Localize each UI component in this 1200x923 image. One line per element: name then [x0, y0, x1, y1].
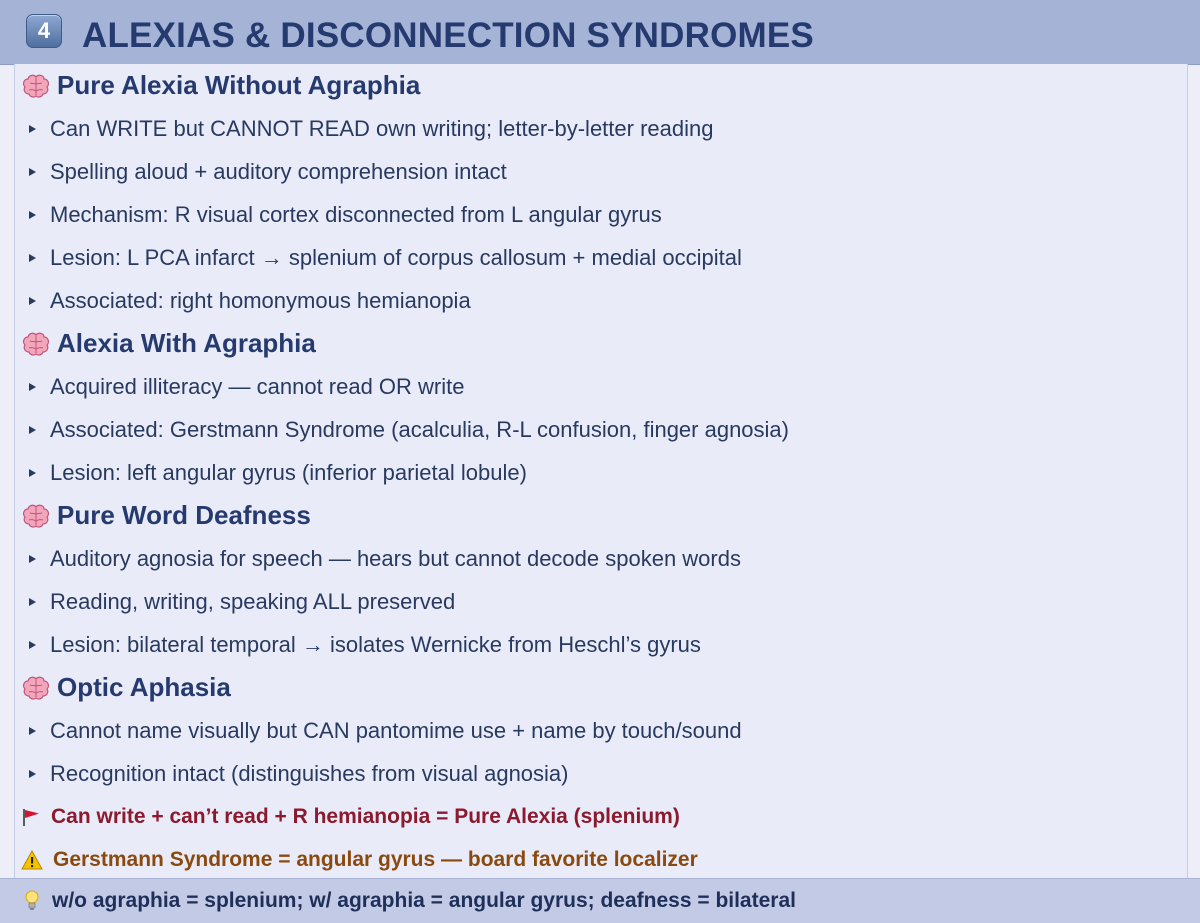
triangle-bullet-icon — [29, 297, 36, 305]
list-item — [15, 709, 1187, 752]
list-item — [15, 580, 1187, 623]
red-flag-icon — [21, 807, 41, 827]
brain-icon — [21, 73, 51, 99]
bullet-text: Lesion: L PCA infarct → splenium of corpus callosum + medial occipital — [50, 244, 742, 270]
bullet-text: Mechanism: R visual cortex disconnected from L angular gyrus — [50, 201, 662, 227]
bullet-text: Recognition intact (distinguishes from visual agnosia) — [50, 760, 569, 786]
section-title: Optic Aphasia — [57, 672, 231, 702]
list-item — [15, 623, 1187, 666]
section-header — [15, 666, 1187, 709]
triangle-bullet-icon — [29, 598, 36, 606]
triangle-bullet-icon — [29, 727, 36, 735]
triangle-bullet-icon — [29, 426, 36, 434]
bullet-text: Lesion: left angular gyrus (inferior parietal lobule) — [50, 459, 527, 485]
list-item — [15, 451, 1187, 494]
footer-text: w/o agraphia = splenium; w/ agraphia = angular gyrus; deafness = bilateral — [52, 889, 796, 912]
bullet-text: Associated: Gerstmann Syndrome (acalculia, R-L confusion, finger agnosia) — [50, 416, 789, 442]
header-bar — [0, 0, 1200, 65]
number-badge: 4 — [26, 14, 62, 48]
triangle-bullet-icon — [29, 211, 36, 219]
section-header — [15, 494, 1187, 537]
brain-icon — [21, 675, 51, 701]
flag-callout-text: Can write + can’t read + R hemianopia = Pure Alexia (splenium) — [51, 804, 680, 828]
bullet-text: Auditory agnosia for speech — hears but cannot decode spoken words — [50, 545, 741, 571]
section-title: Pure Word Deafness — [57, 500, 311, 530]
lightbulb-icon — [24, 890, 40, 912]
list-item — [15, 537, 1187, 580]
section-header — [15, 322, 1187, 365]
warning-callout — [15, 838, 1187, 881]
section-title: Alexia With Agraphia — [57, 328, 316, 358]
list-item — [15, 193, 1187, 236]
triangle-bullet-icon — [29, 770, 36, 778]
triangle-bullet-icon — [29, 254, 36, 262]
list-item — [15, 752, 1187, 795]
flag-callout — [15, 795, 1187, 838]
bullet-text: Reading, writing, speaking ALL preserved — [50, 588, 456, 614]
triangle-bullet-icon — [29, 469, 36, 477]
triangle-bullet-icon — [29, 641, 36, 649]
section-title: Pure Alexia Without Agraphia — [57, 70, 421, 100]
bullet-text: Cannot name visually but CAN pantomime use + name by touch/sound — [50, 717, 742, 743]
bullet-text: Spelling aloud + auditory comprehension intact — [50, 158, 507, 184]
triangle-bullet-icon — [29, 383, 36, 391]
bullet-text: Acquired illiteracy — cannot read OR write — [50, 373, 465, 399]
warning-callout-text: Gerstmann Syndrome = angular gyrus — board favorite localizer — [53, 847, 698, 871]
list-item — [15, 107, 1187, 150]
warning-icon — [21, 850, 43, 870]
list-item — [15, 150, 1187, 193]
bullet-text: Can WRITE but CANNOT READ own writing; letter-by-letter reading — [50, 115, 714, 141]
footer-bar — [0, 878, 1200, 923]
brain-icon — [21, 503, 51, 529]
page-title: ALEXIAS & DISCONNECTION SYNDROMES — [82, 16, 814, 55]
triangle-bullet-icon — [29, 125, 36, 133]
content-panel — [14, 64, 1188, 878]
list-item — [15, 408, 1187, 451]
list-item — [15, 279, 1187, 322]
bullet-text: Lesion: bilateral temporal → isolates Wernicke from Heschl’s gyrus — [50, 631, 701, 657]
bullet-text: Associated: right homonymous hemianopia — [50, 287, 471, 313]
triangle-bullet-icon — [29, 168, 36, 176]
list-item — [15, 236, 1187, 279]
triangle-bullet-icon — [29, 555, 36, 563]
section-header — [15, 64, 1187, 107]
list-item — [15, 365, 1187, 408]
brain-icon — [21, 331, 51, 357]
